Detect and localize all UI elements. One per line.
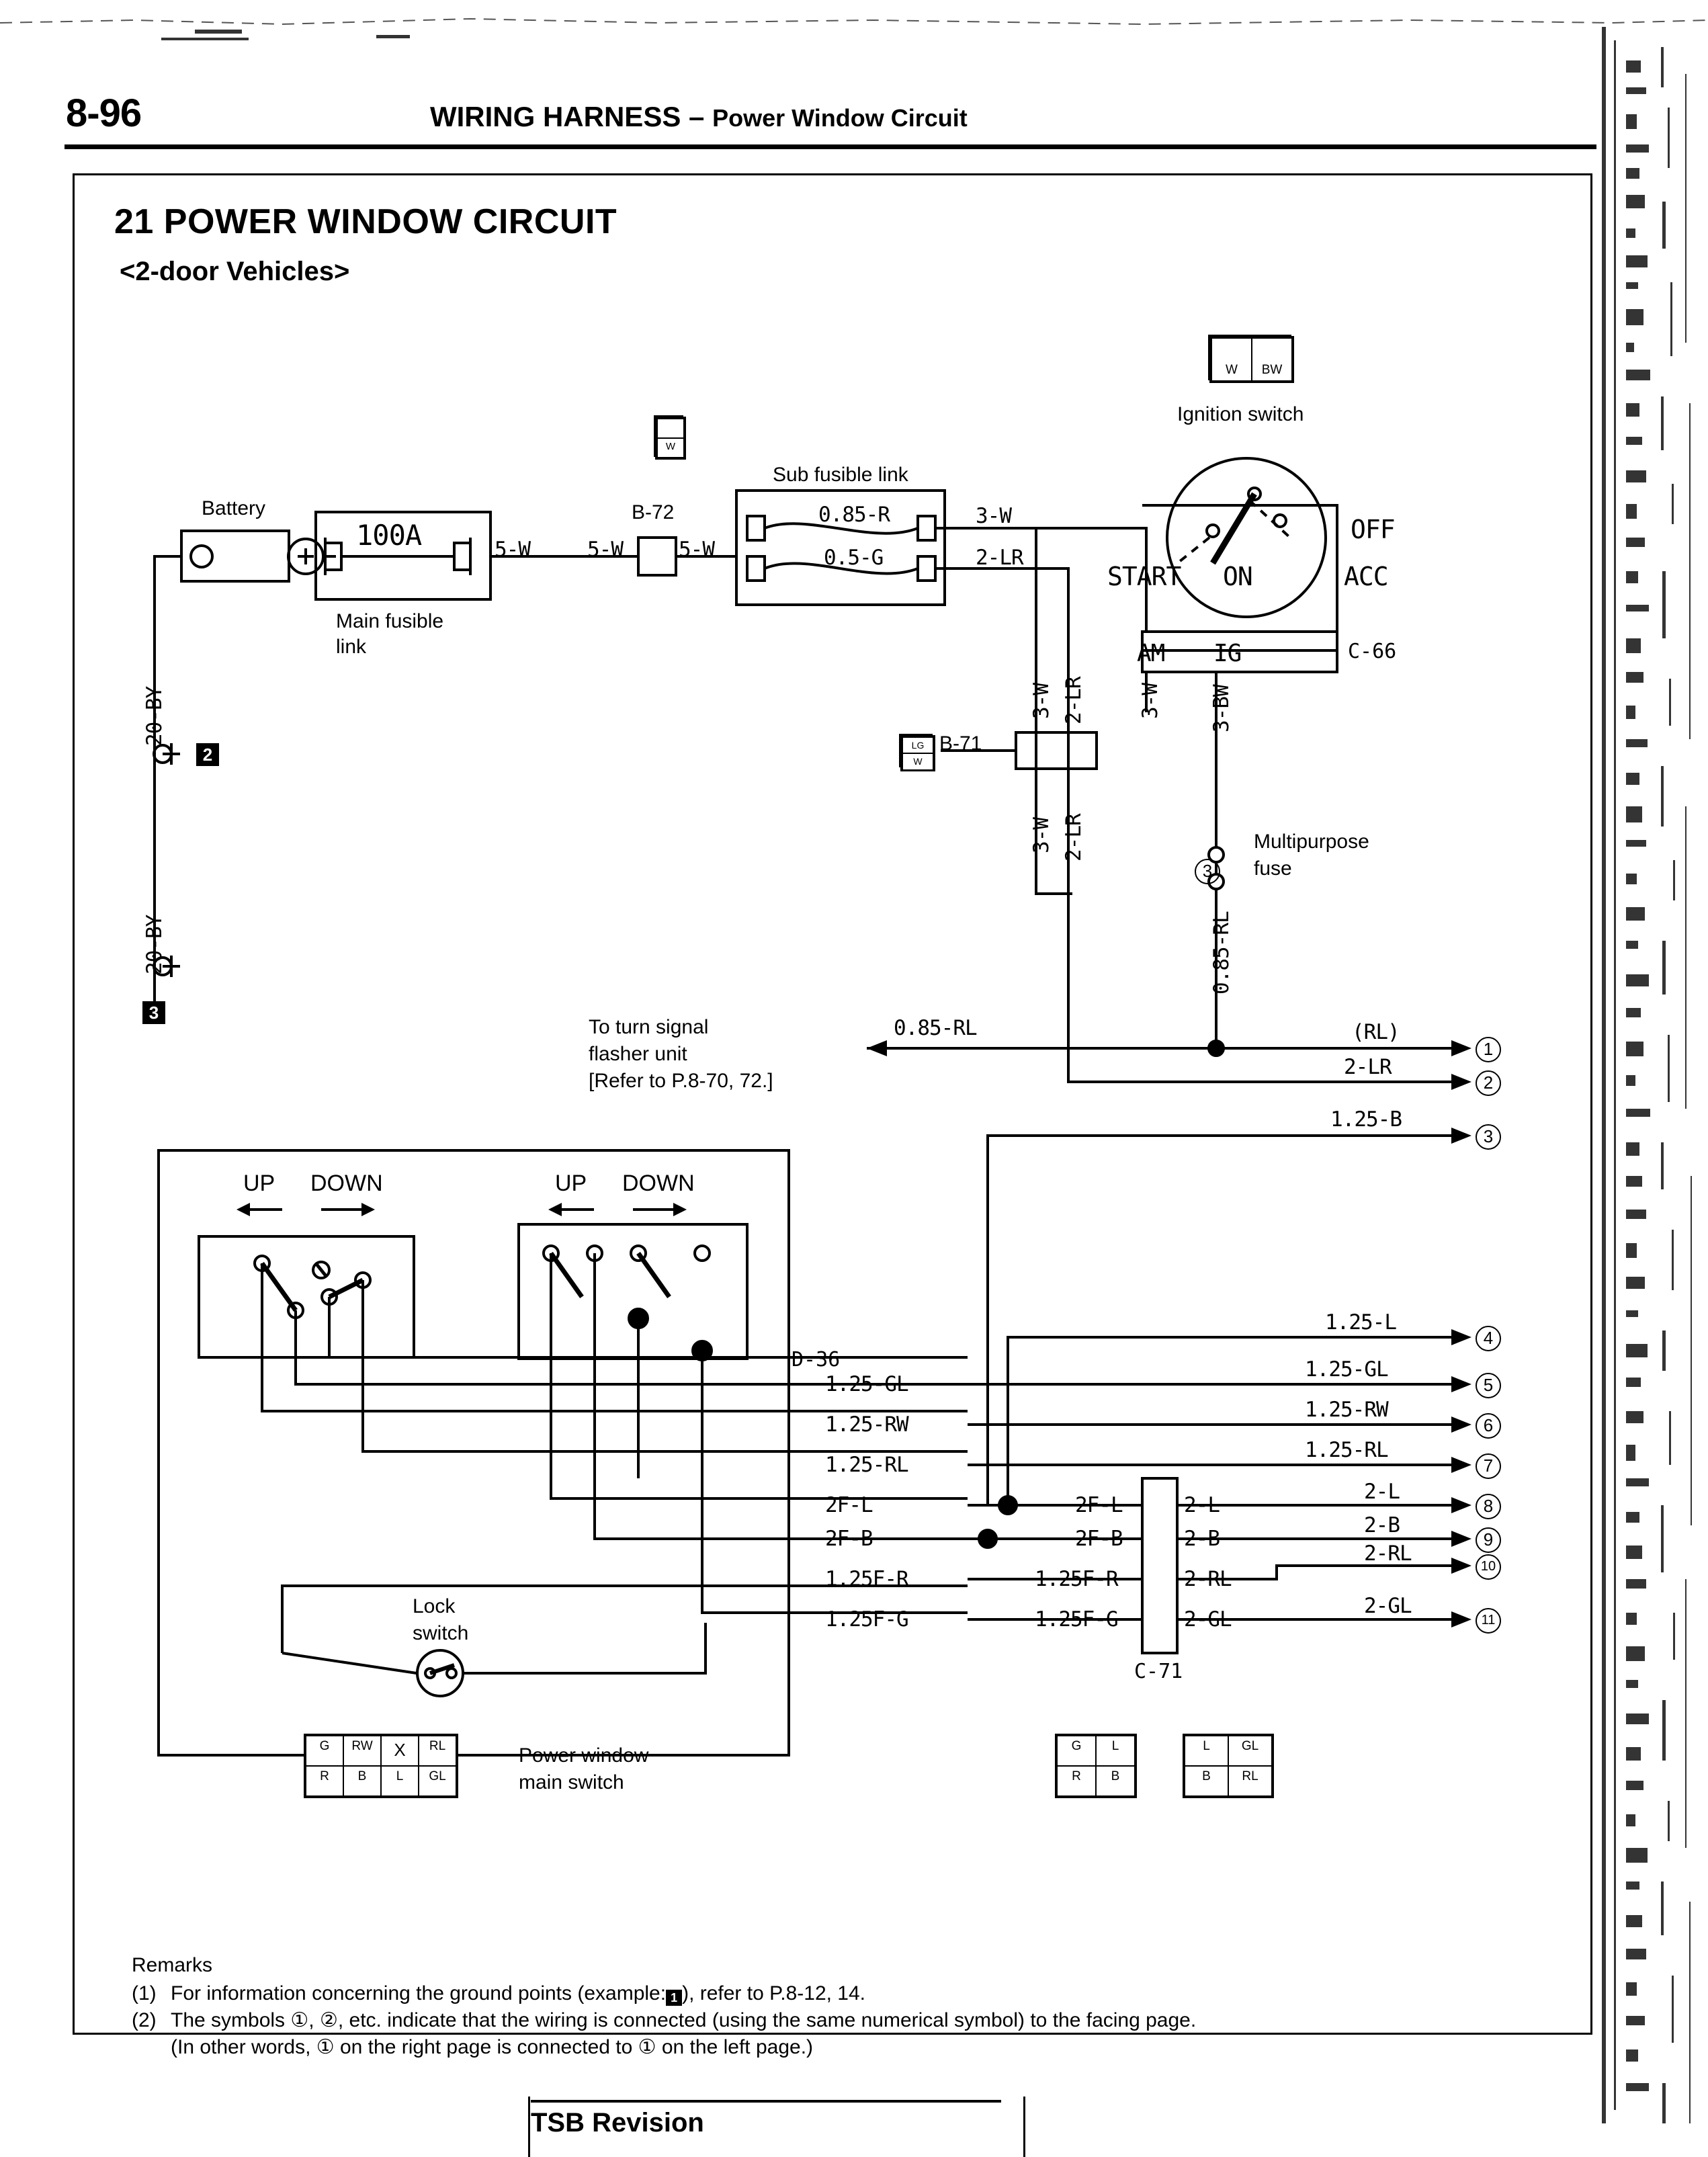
wire-2gl-c71: 2-GL — [1184, 1607, 1232, 1632]
pin-g: G — [1057, 1736, 1096, 1766]
wire-125fr-mid: 1.25F-R — [1035, 1567, 1118, 1591]
wire-3bw-ign: 3-BW — [1209, 685, 1234, 732]
multipurpose-fuse-label-2: fuse — [1254, 857, 1292, 880]
wire-2b-c71: 2-B — [1184, 1527, 1220, 1551]
pin-b: B — [343, 1766, 381, 1796]
connector-c66-label: C-66 — [1348, 640, 1397, 663]
turn-signal-note-2: flasher unit — [589, 1043, 687, 1065]
remarks-heading: Remarks — [132, 1954, 213, 1976]
terminal-number-3: 3 — [1476, 1124, 1501, 1150]
wire-085rl-vertical: 0.85-RL — [1209, 911, 1234, 995]
wire-085r: 0.85-R — [818, 503, 890, 527]
pin-l: L — [381, 1766, 419, 1796]
pin-w: W — [1211, 338, 1252, 381]
ignition-connector-table — [1209, 336, 1294, 383]
ignition-ig-terminal: IG — [1213, 640, 1242, 667]
wire-20by-2: 20-BY — [142, 915, 167, 974]
terminal-number-8: 8 — [1476, 1494, 1501, 1519]
turn-signal-note-3: [Refer to P.8-70, 72.] — [589, 1070, 773, 1092]
terminal-number-10: 10 — [1476, 1554, 1501, 1580]
page-title — [430, 101, 968, 133]
fuse-rating-label: 5-W — [495, 538, 530, 562]
pin-bw: BW — [1252, 338, 1292, 381]
connector-d36-label: D-36 — [792, 1348, 841, 1371]
remarks-item-1-text-b: ), refer to P.8-12, 14. — [682, 1982, 866, 2004]
wire-125rl-right: 1.25-RL — [1305, 1438, 1388, 1462]
wire-2gl-out: 2-GL — [1364, 1594, 1412, 1618]
section-title: 21 POWER WINDOW CIRCUIT — [114, 202, 617, 241]
wire-2b-out: 2-B — [1364, 1513, 1400, 1537]
wire-2fb-left: 2F-B — [825, 1527, 873, 1551]
sub-fusible-link-label: Sub fusible link — [773, 464, 908, 486]
pin-rl: RL — [1228, 1766, 1272, 1796]
page-title-sub: Power Window Circuit — [712, 104, 968, 132]
wire-125rw-left: 1.25-RW — [825, 1412, 908, 1437]
scan-noise-top-edge — [0, 0, 1708, 40]
remarks-item-1-text — [171, 1980, 865, 2007]
wire-085rl-horizontal: 0.85-RL — [894, 1016, 977, 1040]
main-fusible-link-label-1: Main fusible — [336, 610, 444, 632]
page-title-dash: – — [689, 101, 705, 132]
turn-signal-note-1: To turn signal — [589, 1016, 709, 1038]
pin-b: B — [1096, 1766, 1135, 1796]
wire-3w-ign: 3-W — [1138, 683, 1162, 719]
main-fusible-link-label-2: link — [336, 636, 367, 658]
wire-125gl-right: 1.25-GL — [1305, 1357, 1388, 1382]
switch-up-right-label: UP — [555, 1171, 587, 1196]
b72-connector-table — [655, 417, 686, 460]
ignition-switch-label: Ignition switch — [1177, 403, 1304, 425]
wire-2fb-mid: 2F-B — [1075, 1527, 1123, 1551]
pw-main-switch-label-1: Power window — [519, 1744, 649, 1767]
wire-125fg-left: 1.25F-G — [825, 1607, 908, 1632]
remarks-item-1-text-a: For information concerning the ground points (example: — [171, 1982, 667, 2004]
connector-c71-label: C-71 — [1134, 1660, 1183, 1683]
pin-rw: RW — [343, 1736, 381, 1766]
pw-main-switch-label-2: main switch — [519, 1771, 624, 1793]
c71-right-connector-table — [1183, 1734, 1274, 1798]
ignition-am-terminal: AM — [1137, 640, 1165, 667]
terminal-number-4: 4 — [1476, 1326, 1501, 1351]
wire-20by-1: 20-BY — [142, 686, 167, 746]
pw-main-switch-connector-table — [304, 1734, 458, 1798]
wire-2lr-top: 2-LR — [976, 546, 1023, 570]
wire-2lr-out: 2-LR — [1344, 1055, 1392, 1079]
wire-05g: 0.5-G — [824, 546, 884, 570]
wire-3w-v1: 3-W — [1029, 683, 1054, 719]
main-fuse-amp: 100A — [356, 519, 422, 552]
remarks-item-2 — [132, 2007, 1196, 2061]
pin-r: R — [306, 1766, 343, 1796]
switch-down-right-label: DOWN — [622, 1171, 695, 1196]
ignition-start-label: START — [1107, 562, 1181, 591]
pin-l: L — [1096, 1736, 1135, 1766]
tsb-revision-label: TSB Revision — [531, 2100, 1001, 2138]
wire-2fl-left: 2F-L — [825, 1493, 873, 1517]
pin-gl: GL — [419, 1766, 456, 1796]
pin-w: W — [657, 438, 684, 458]
wire-3w-top: 3-W — [976, 504, 1011, 528]
wire-2lr-v1: 2-LR — [1062, 677, 1086, 724]
section-subtitle: <2-door Vehicles> — [120, 257, 350, 286]
wire-3w-v2: 3-W — [1029, 818, 1054, 853]
ignition-on-label: ON — [1223, 562, 1252, 591]
wire-125rw-right: 1.25-RW — [1305, 1398, 1388, 1422]
wire-125b: 1.25-B — [1330, 1107, 1402, 1132]
remarks-item-2-text-a: The symbols ①, ②, etc. indicate that the wiring is connected (using the same numerical symbol) to the facing page. — [171, 2009, 1197, 2031]
scan-noise-right-edge — [1587, 0, 1708, 2156]
pin-blank: X — [381, 1736, 419, 1766]
wire-5w-c: 5-W — [679, 538, 714, 562]
ignition-acc-label: ACC — [1344, 562, 1388, 591]
wire-125fg-mid: 1.25F-G — [1035, 1607, 1118, 1632]
ground-point-3: 3 — [142, 1001, 165, 1024]
wire-2fl-mid: 2F-L — [1075, 1493, 1123, 1517]
wire-125gl-left: 1.25-GL — [825, 1372, 908, 1396]
terminal-number-6: 6 — [1476, 1413, 1501, 1439]
terminal-number-5: 5 — [1476, 1373, 1501, 1398]
pin-lg: LG — [902, 737, 933, 753]
remarks-item-1-number: (1) — [132, 1982, 157, 2004]
pin-w: W — [902, 753, 933, 769]
c71-left-connector-table — [1055, 1734, 1137, 1798]
remarks-item-2-number: (2) — [132, 2009, 157, 2031]
fuse-number-badge: 3 — [1195, 859, 1220, 884]
switch-down-left-label: DOWN — [310, 1171, 383, 1196]
pin-b: B — [1185, 1766, 1228, 1796]
ground-symbol-icon: 1 — [666, 1990, 682, 2006]
wire-125fr-left: 1.25F-R — [825, 1567, 908, 1591]
ignition-off-label: OFF — [1351, 515, 1395, 544]
b71-connector-table — [900, 735, 935, 771]
wire-rl-paren: (RL) — [1352, 1020, 1400, 1044]
terminal-number-2: 2 — [1476, 1070, 1501, 1096]
wire-2l-c71: 2-L — [1184, 1493, 1220, 1517]
terminal-number-1: 1 — [1476, 1037, 1501, 1062]
terminal-number-7: 7 — [1476, 1453, 1501, 1479]
pin-r: R — [1057, 1766, 1096, 1796]
pin-l: L — [1185, 1736, 1228, 1766]
wire-2rl-c71: 2-RL — [1184, 1567, 1232, 1591]
lock-switch-label-2: switch — [413, 1622, 469, 1644]
connector-b72-label: B-72 — [632, 501, 675, 523]
remarks-item-1 — [132, 1980, 1196, 2007]
wire-2l-out: 2-L — [1364, 1480, 1400, 1504]
connector-b71-label: B-71 — [939, 732, 982, 755]
pin-top — [657, 419, 684, 438]
remarks-item-2-text-b: (In other words, ① on the right page is connected to ① on the left page.) — [171, 2036, 814, 2058]
pin-g: G — [306, 1736, 343, 1766]
multipurpose-fuse-label-1: Multipurpose — [1254, 831, 1369, 853]
lock-switch-label-1: Lock — [413, 1595, 456, 1617]
page-number: 8-96 — [66, 91, 142, 135]
wire-2rl-out: 2-RL — [1364, 1541, 1412, 1566]
switch-up-left-label: UP — [243, 1171, 275, 1196]
ground-point-2: 2 — [196, 743, 219, 766]
header-divider — [65, 144, 1596, 149]
battery-label: Battery — [202, 497, 266, 519]
wire-125rl-left: 1.25-RL — [825, 1453, 908, 1477]
wire-5w-b: 5-W — [587, 538, 623, 562]
remarks-item-2-text — [171, 2007, 1196, 2061]
remarks-block — [132, 1952, 1196, 2061]
wire-125l-right: 1.25-L — [1325, 1310, 1396, 1335]
content-frame — [73, 173, 1592, 2035]
pin-rl: RL — [419, 1736, 456, 1766]
terminal-number-11: 11 — [1476, 1608, 1501, 1634]
wire-2lr-v2: 2-LR — [1062, 814, 1086, 861]
pin-gl: GL — [1228, 1736, 1272, 1766]
page-title-main: WIRING HARNESS — [430, 101, 681, 132]
terminal-number-9: 9 — [1476, 1527, 1501, 1553]
